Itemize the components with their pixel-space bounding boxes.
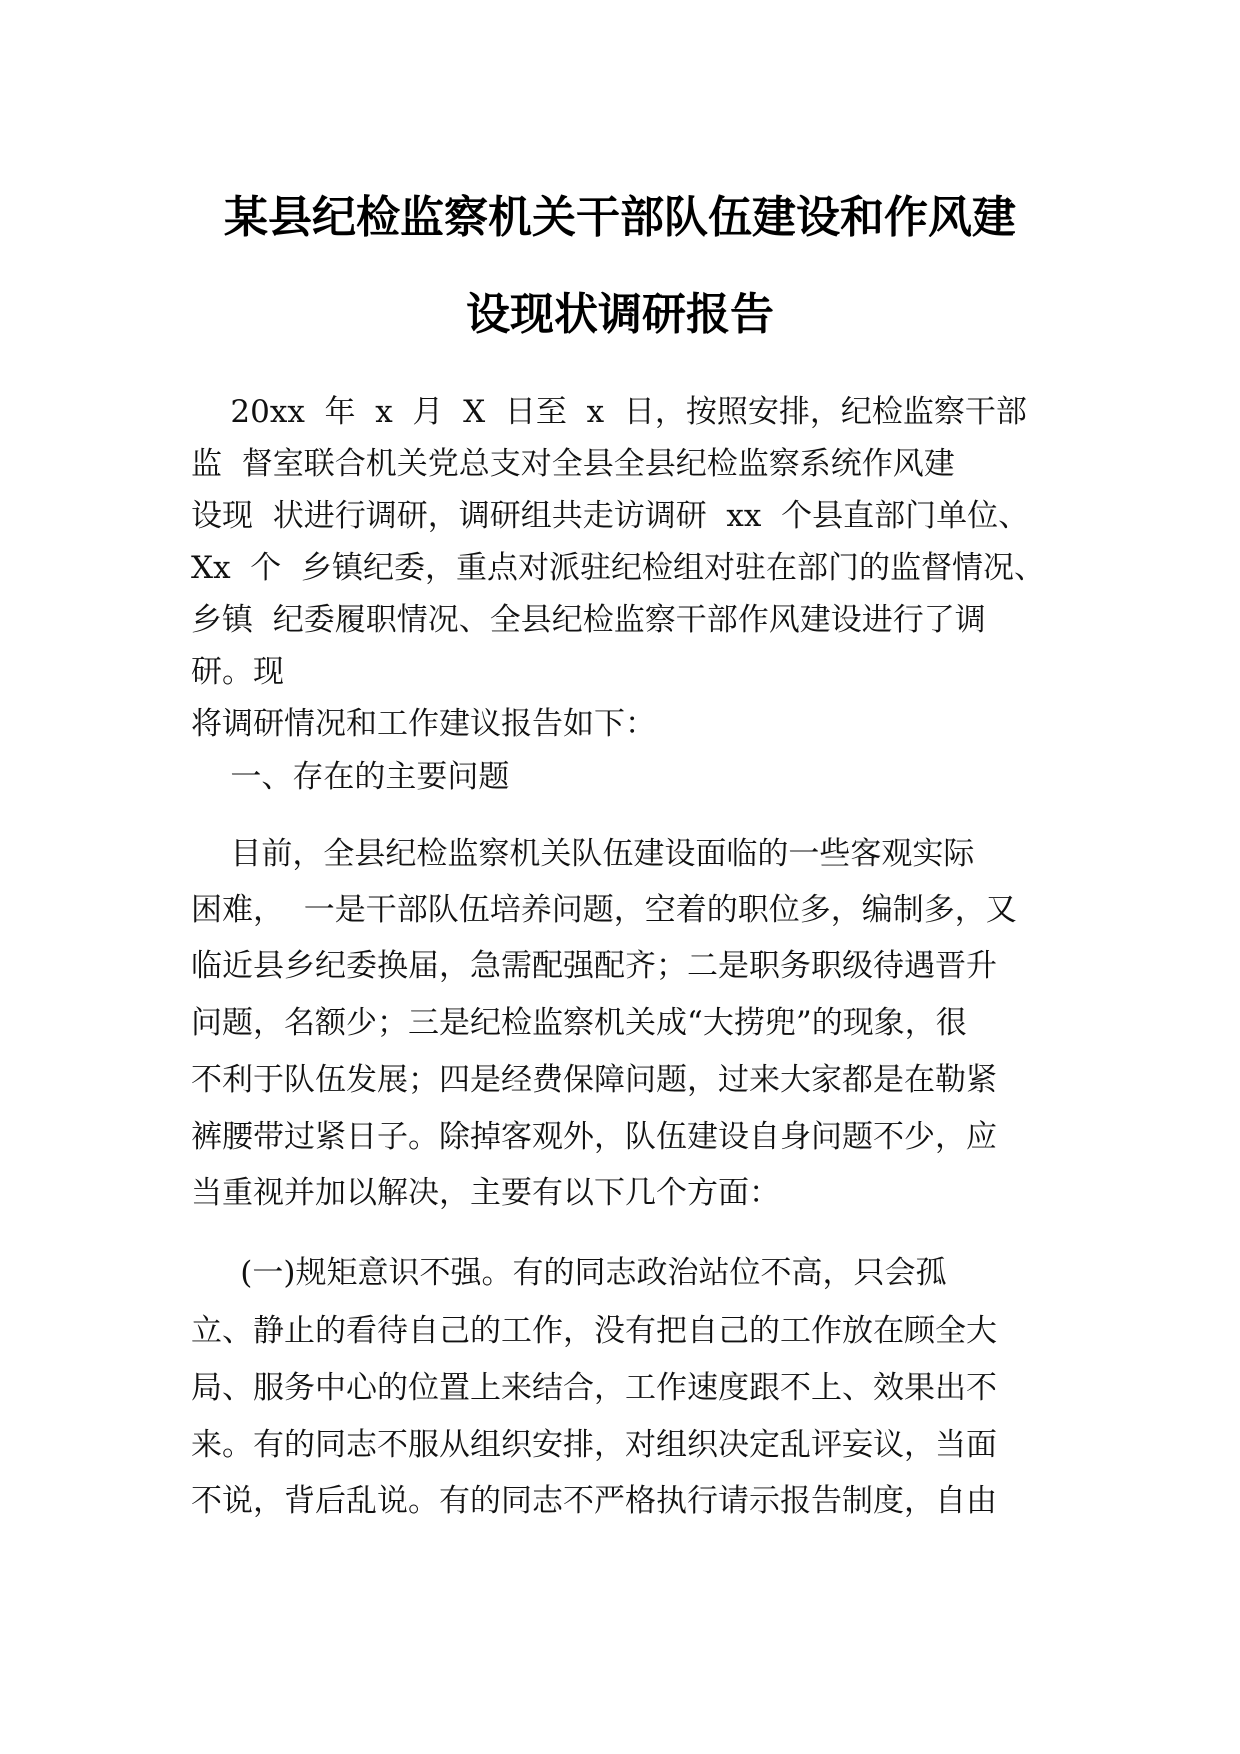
body-line-1: 20xx 年 x 月 X 日至 x 日，按照安排，纪检监察干部: [191, 394, 1027, 430]
body-line-16: (一)规矩意识不强。有的同志政治站位不高，只会孤: [191, 1255, 947, 1291]
body-line-9: 目前，全县纪检监察机关队伍建设面临的一些客观实际: [191, 836, 975, 872]
document-title-line-2: 设现状调研报告: [466, 289, 774, 340]
body-line-2: 监 督室联合机关党总支对全县全县纪检监察系统作风建: [191, 446, 955, 482]
document-title-line-1: 某县纪检监察机关干部队伍建设和作风建: [224, 192, 1016, 243]
body-line-13: 不利于队伍发展；四是经费保障问题，过来大家都是在勒紧: [191, 1062, 997, 1098]
body-line-18: 局、服务中心的位置上来结合，工作速度跟不上、效果出不: [191, 1370, 997, 1406]
body-line-12: 问题，名额少；三是纪检监察机关成“大捞兜”的现象，很: [191, 1005, 967, 1041]
body-line-10: 困难， 一是干部队伍培养问题，空着的职位多，编制多，又: [191, 892, 1017, 928]
body-line-4: Xx 个 乡镇纪委，重点对派驻纪检组对驻在部门的监督情况、: [191, 550, 1045, 586]
body-line-5: 乡镇 纪委履职情况、全县纪检监察干部作风建设进行了调: [191, 602, 986, 638]
section-heading-1: 一、存在的主要问题: [191, 759, 510, 795]
body-line-20: 不说，背后乱说。有的同志不严格执行请示报告制度，自由: [191, 1483, 997, 1519]
body-line-14: 裤腰带过紧日子。除掉客观外，队伍建设自身问题不少，应: [191, 1119, 997, 1155]
body-line-11: 临近县乡纪委换届，急需配强配齐；二是职务职级待遇晋升: [191, 948, 997, 984]
body-line-15: 当重视并加以解决，主要有以下几个方面：: [191, 1175, 780, 1211]
body-line-6: 研。现: [191, 654, 284, 690]
body-line-3: 设现 状进行调研，调研组共走访调研 xx 个县直部门单位、: [191, 498, 1030, 534]
body-line-17: 立、静止的看待自己的工作，没有把自己的工作放在顾全大: [191, 1313, 997, 1349]
body-line-19: 来。有的同志不服从组织安排，对组织决定乱评妄议，当面: [191, 1427, 997, 1463]
body-line-7: 将调研情况和工作建议报告如下：: [191, 706, 656, 742]
